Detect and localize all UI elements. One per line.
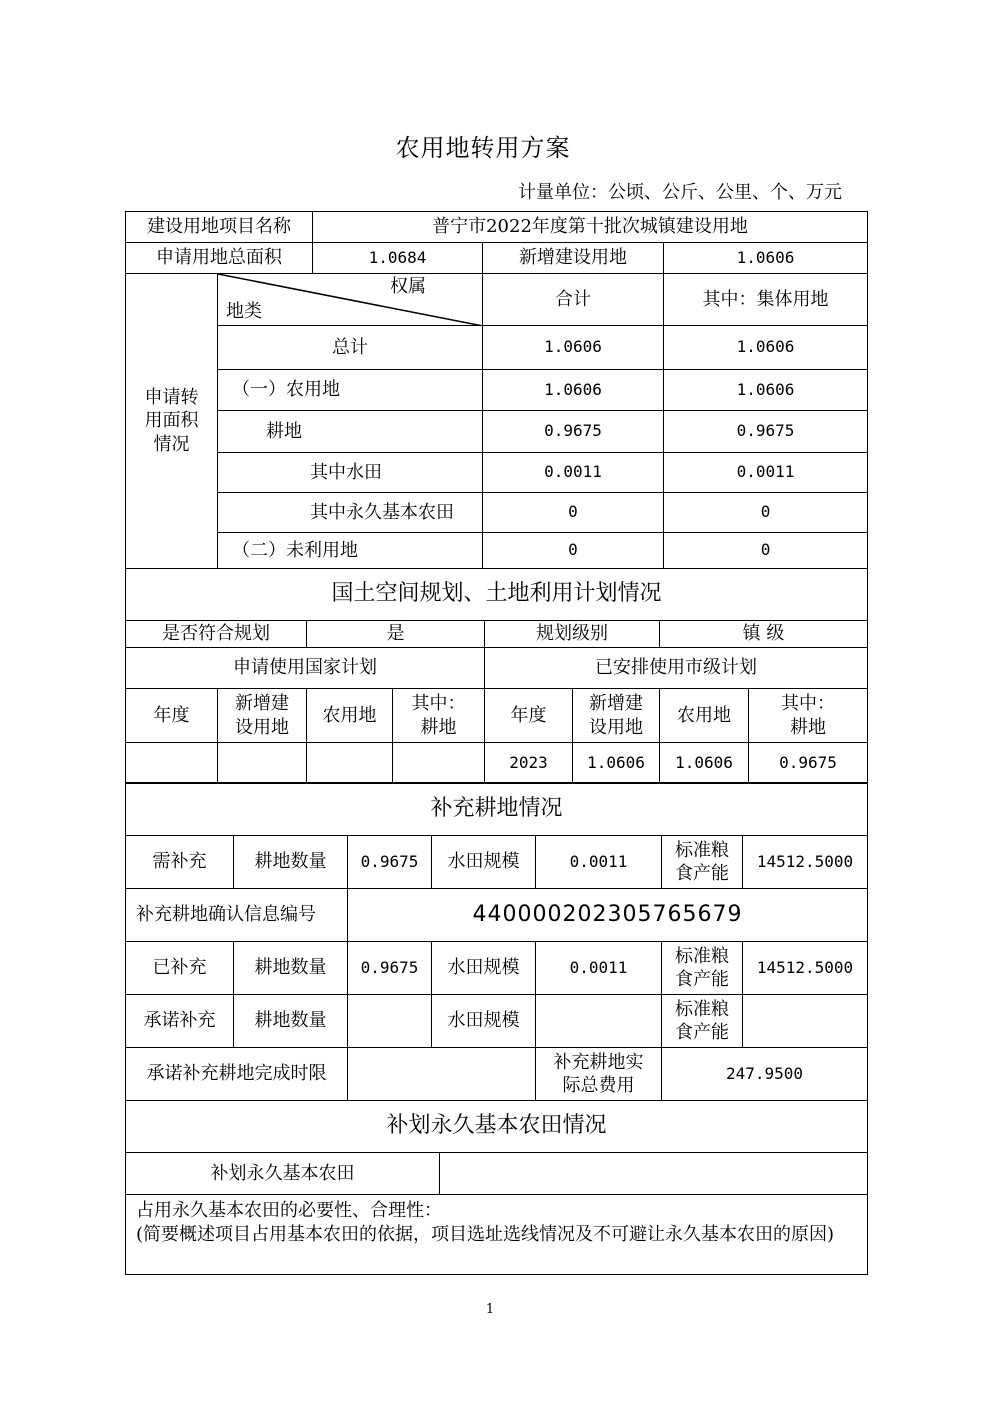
done-qty: 0.9675 — [348, 942, 432, 995]
done-label: 已补充 — [126, 942, 234, 995]
col-header: 新增建设用地 — [218, 689, 307, 743]
row-total: 0.0011 — [483, 453, 664, 493]
planning-heading: 国土空间规划、土地利用计划情况 — [126, 569, 868, 621]
new-construction-value: 1.0606 — [664, 243, 868, 274]
conform-value: 是 — [307, 621, 485, 648]
basic-farmland-table — [125, 1100, 868, 1275]
confirm-label: 补充耕地确认信息编号 — [126, 889, 348, 942]
total-col-header: 合计 — [483, 274, 664, 326]
col-header: 其中：耕地 — [749, 689, 868, 743]
deadline-value — [348, 1048, 536, 1101]
plan-cell — [218, 743, 307, 784]
supplement-table — [125, 782, 868, 1101]
basic-farmland-value — [440, 1153, 868, 1195]
row-total: 0 — [483, 533, 664, 569]
promise-label: 承诺补充 — [126, 995, 234, 1048]
plan-cell — [307, 743, 393, 784]
total-area-value: 1.0684 — [313, 243, 483, 274]
necessity-note-body: (简要概述项目占用基本农田的依据，项目选址选线情况及不可避让永久基本农田的原因) — [136, 1224, 835, 1246]
promise-qty — [348, 995, 432, 1048]
grain-label: 标准粮食产能 — [662, 836, 743, 889]
land-type-header: 地类 — [226, 300, 262, 322]
conversion-table — [125, 211, 868, 569]
national-plan-label: 申请使用国家计划 — [126, 648, 485, 689]
cost-value: 247.9500 — [662, 1048, 868, 1101]
row-collective: 0 — [664, 493, 868, 533]
need-paddy: 0.0011 — [536, 836, 662, 889]
promise-paddy — [536, 995, 662, 1048]
row-collective: 0 — [664, 533, 868, 569]
grain-label: 标准粮食产能 — [662, 942, 743, 995]
promise-grain — [743, 995, 868, 1048]
qty-label: 耕地数量 — [234, 836, 348, 889]
basic-farmland-label: 补划永久基本农田 — [126, 1153, 440, 1195]
row-label: 耕地 — [218, 411, 483, 453]
plan-cell — [126, 743, 218, 784]
plan-cell: 1.0606 — [573, 743, 660, 784]
row-label: 总计 — [218, 326, 483, 370]
page-title: 农用地转用方案 — [395, 134, 571, 162]
paddy-label: 水田规模 — [432, 995, 536, 1048]
done-grain: 14512.5000 — [743, 942, 868, 995]
col-header: 农用地 — [307, 689, 393, 743]
done-paddy: 0.0011 — [536, 942, 662, 995]
qty-label: 耕地数量 — [234, 995, 348, 1048]
plan-cell: 2023 — [485, 743, 573, 784]
row-label: （二）未利用地 — [218, 533, 483, 569]
need-grain: 14512.5000 — [743, 836, 868, 889]
row-total: 1.0606 — [483, 326, 664, 370]
new-construction-label: 新增建设用地 — [483, 243, 664, 274]
col-header: 农用地 — [660, 689, 749, 743]
ownership-header: 权属 — [390, 276, 426, 297]
qty-label: 耕地数量 — [234, 942, 348, 995]
need-qty: 0.9675 — [348, 836, 432, 889]
supplement-heading: 补充耕地情况 — [126, 783, 868, 836]
row-collective: 1.0606 — [664, 326, 868, 370]
grain-label: 标准粮食产能 — [662, 995, 743, 1048]
row-total: 0.9675 — [483, 411, 664, 453]
diagonal-header-cell — [218, 274, 483, 326]
row-collective: 0.0011 — [664, 453, 868, 493]
col-header: 年度 — [485, 689, 573, 743]
basic-farmland-heading: 补划永久基本农田情况 — [126, 1101, 868, 1153]
necessity-note-title: 占用永久基本农田的必要性、合理性： — [136, 1200, 442, 1221]
row-label: （一）农用地 — [218, 370, 483, 411]
confirm-value: 440000202305765679 — [348, 889, 868, 942]
conform-label: 是否符合规划 — [126, 621, 307, 648]
city-plan-label: 已安排使用市级计划 — [485, 648, 868, 689]
row-total: 0 — [483, 493, 664, 533]
paddy-label: 水田规模 — [432, 836, 536, 889]
project-name-label: 建设用地项目名称 — [126, 212, 313, 243]
row-total: 1.0606 — [483, 370, 664, 411]
cost-label: 补充耕地实际总费用 — [536, 1048, 662, 1101]
total-area-label: 申请用地总面积 — [126, 243, 313, 274]
project-name-value: 普宁市2022年度第十批次城镇建设用地 — [313, 212, 868, 243]
necessity-note — [126, 1195, 868, 1275]
unit-note: 计量单位：公顷、公斤、公里、个、万元 — [518, 182, 842, 203]
paddy-label: 水田规模 — [432, 942, 536, 995]
page-number: 1 — [485, 1302, 495, 1317]
plan-level-value: 镇 级 — [660, 621, 868, 648]
plan-cell: 1.0606 — [660, 743, 749, 784]
deadline-label: 承诺补充耕地完成时限 — [126, 1048, 348, 1101]
row-label: 其中水田 — [218, 453, 483, 493]
collective-col-header: 其中：集体用地 — [664, 274, 868, 326]
plan-cell: 0.9675 — [749, 743, 868, 784]
plan-level-label: 规划级别 — [485, 621, 660, 648]
need-label: 需补充 — [126, 836, 234, 889]
col-header: 其中：耕地 — [393, 689, 485, 743]
col-header: 新增建设用地 — [573, 689, 660, 743]
plan-cell — [393, 743, 485, 784]
row-collective: 1.0606 — [664, 370, 868, 411]
conversion-section-label: 申请转用面积情况 — [126, 274, 218, 569]
row-collective: 0.9675 — [664, 411, 868, 453]
col-header: 年度 — [126, 689, 218, 743]
planning-table — [125, 568, 868, 784]
row-label: 其中永久基本农田 — [218, 493, 483, 533]
